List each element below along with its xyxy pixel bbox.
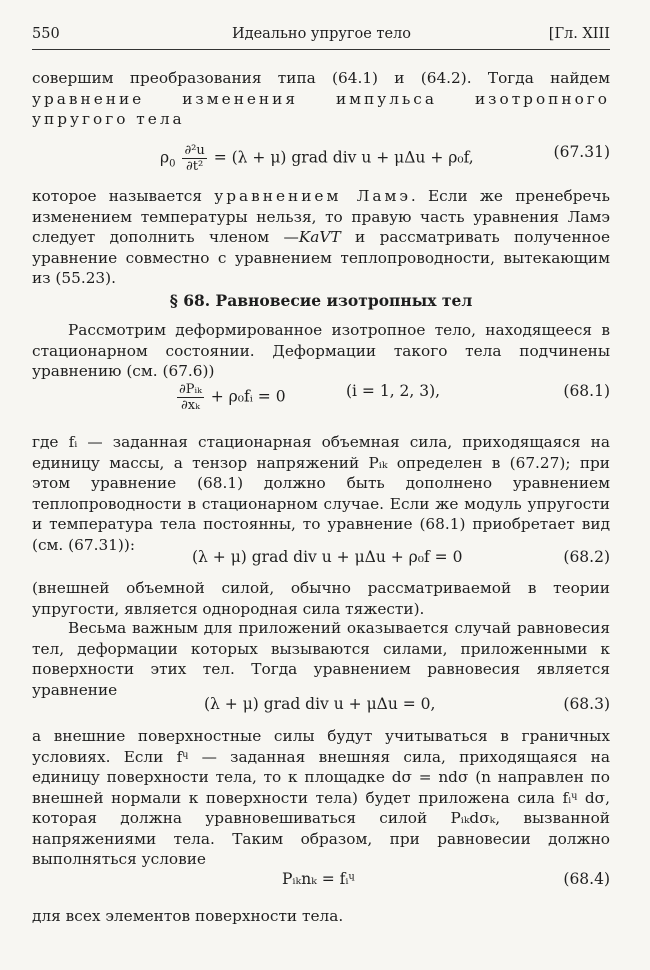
eq-frac-num: ∂Pᵢₖ <box>179 382 202 397</box>
equation-number: (68.4) <box>563 870 610 888</box>
chapter-label: [Гл. XIII <box>548 26 610 42</box>
section-title: § 68. Равновесие изотропных тел <box>169 291 473 310</box>
paragraph-intro <box>32 68 610 130</box>
lame-text-a: которое называется <box>32 187 215 205</box>
lame-member: KaVT <box>298 228 341 246</box>
eq-frac-den: ∂xₖ <box>181 398 200 413</box>
equation-68-4 <box>32 870 610 896</box>
paragraph-boundary: а внешние поверхностные силы будут учитываться в граничных условиях. Если fᶣ — заданная внешняя сила, приходящаяся на единицу поверхности тела, то к площадке dσ = ndσ (n направлен по внешней нормали к поверхности тела) будет приложена сила fᵢᶣ dσ, которая должна уравновешиваться силой Pᵢₖdσₖ, вызванной напряжениями тела. Таким образом, при равновесии должно выполняться условие <box>32 727 610 868</box>
paragraph-lame <box>32 186 610 289</box>
lame-text-c: и рассматривать полученное уравнение совместно с уравнением теплопроводности, вытекающим из (55.23). <box>32 228 611 287</box>
paragraph-closing: для всех элементов поверхности тела. <box>32 907 344 925</box>
eq-body: (λ + μ) grad div u + μΔu + ρ₀f = 0 <box>192 548 463 566</box>
eq-rho: ρ <box>160 148 170 167</box>
page-number: 550 <box>32 26 60 42</box>
intro-line-2: уравнение изменения импульса изотропного <box>32 89 610 108</box>
equation-68-1 <box>32 382 610 413</box>
eq-body: (λ + μ) grad div u + μΔu = 0, <box>204 695 436 713</box>
intro-line-3: упругого тела <box>32 110 185 128</box>
paragraph-where: где fᵢ — заданная стационарная объемная сила, приходящаяся на единицу массы, а тензор напряжений Pᵢₖ определен в (67.27); при этом уравнение (68.1) должно быть дополнено уравнением теплопроводности в стационарном случае. Если же модуль упругости и температура тела постоянны, то уравнение (68.1) приобретает вид (см. (67.31)): <box>32 433 610 554</box>
eq-condition: (i = 1, 2, 3), <box>346 382 441 400</box>
lame-term: уравнением Ламэ <box>214 187 411 205</box>
paragraph-important: Весьма важным для приложений оказывается случай равновесия тел, деформации которых вызываются силами, приложенными к поверхности этих тел. Тогда уравнением равновесия является уравнение <box>32 619 610 699</box>
paragraph-consider: Рассмотрим деформированное изотропное тело, находящееся в стационарном состоянии. Деформации такого тела подчинены уравнению (см. (67.6)) <box>32 321 610 380</box>
running-title: Идеально упругое тело <box>232 26 411 42</box>
eq-frac-den: ∂t² <box>186 159 204 174</box>
eq-rhs: = (λ + μ) grad div u + μΔu + ρ₀f, <box>213 148 474 167</box>
equation-68-2 <box>32 548 610 574</box>
equation-68-3 <box>32 695 610 721</box>
equation-number: (68.2) <box>563 548 610 566</box>
eq-frac-num: ∂²u <box>184 143 205 158</box>
eq-rho-sub: 0 <box>169 158 176 170</box>
equation-number: (68.1) <box>563 382 610 400</box>
page-header <box>32 26 610 48</box>
eq-body: Pᵢₖnₖ = fᵢᶣ <box>282 870 355 888</box>
paragraph-gravity: (внешней объемной силой, обычно рассматриваемой в теории упругости, является однородная сила тяжести). <box>32 579 610 618</box>
eq-rest: + ρ₀fᵢ = 0 <box>210 387 286 406</box>
eq-fraction <box>177 382 204 413</box>
lame-text-b: . Если же пренебречь изменением температуры нельзя, то правую часть уравнения Ламэ следует дополнить членом — <box>32 187 610 246</box>
intro-line-1: совершим преобразования типа (64.1) и (64.2). Тогда найдем <box>32 69 610 87</box>
equation-67-31 <box>32 143 610 174</box>
header-rule <box>32 49 610 50</box>
equation-number: (67.31) <box>553 143 610 161</box>
equation-number: (68.3) <box>563 695 610 713</box>
eq-fraction <box>182 143 206 174</box>
